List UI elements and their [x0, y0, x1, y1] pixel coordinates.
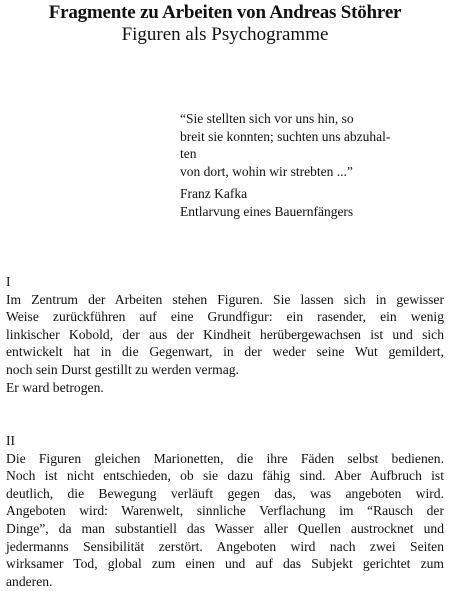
paragraph-line: anderen.	[6, 573, 53, 589]
paragraph-line: wirksamer Tod, global zum einen und auf das Subjekt gerichtet zum	[6, 556, 444, 572]
page-subtitle: Figuren als Psychogramme	[121, 24, 329, 45]
epigraph-line: ten	[180, 146, 197, 161]
paragraph-line: entwickelt hat in die Gegenwart, in der weder seine Wut gemildert,	[6, 344, 444, 360]
epigraph-line: “Sie stellten sich vor uns hin, so	[180, 111, 354, 126]
section-2	[6, 432, 444, 590]
epigraph-quote	[180, 110, 440, 180]
section-numeral: II	[6, 433, 16, 448]
epigraph-author: Franz Kafka	[180, 186, 248, 201]
epigraph-attribution	[180, 185, 440, 220]
paragraph-line: Angeboten wird: Warenwelt, sinnliche Verflachung im “Rausch der	[6, 503, 444, 519]
paragraph-line: linkischer Kobold, der aus der Kindheit herübergewachsen ist und sich	[6, 326, 444, 342]
paragraph-line: Weise zurückführen auf eine Grundfigur: ein rasender, ein wenig	[6, 309, 444, 325]
paragraph-line: Dinge”, da man substantiell das Wasser aller Quellen austrocknet und	[6, 520, 444, 536]
epigraph-work: Entlarvung eines Bauernfängers	[180, 203, 354, 219]
section-1	[6, 273, 444, 396]
paragraph-line: noch sein Durst gestillt zu werden vermag.	[6, 361, 239, 377]
paragraph-line: deutlich, die Bewegung verläuft gegen das, was angeboten wird.	[6, 485, 444, 501]
paragraph-line: Im Zentrum der Arbeiten stehen Figuren. Sie lassen sich in gewisser	[6, 291, 444, 307]
epigraph-line: von dort, wohin wir strebten ...”	[180, 163, 353, 179]
paragraph-line: jedermanns Sensibilität zerstört. Angeboten wird nach zwei Seiten	[6, 538, 444, 554]
section-numeral: I	[6, 274, 11, 289]
paragraph-line: Noch ist nicht entschieden, ob sie dazu fähig sind. Aber Aufbruch ist	[6, 468, 444, 484]
epigraph-line: breit sie konnten; suchten uns abzuhal-	[180, 128, 391, 144]
paragraph-line: Die Figuren gleichen Marionetten, die ihre Fäden selbst bedienen.	[6, 450, 444, 466]
paragraph-line: Er ward betrogen.	[6, 379, 104, 395]
page-title: Fragmente zu Arbeiten von Andreas Stöhrer	[48, 2, 402, 23]
